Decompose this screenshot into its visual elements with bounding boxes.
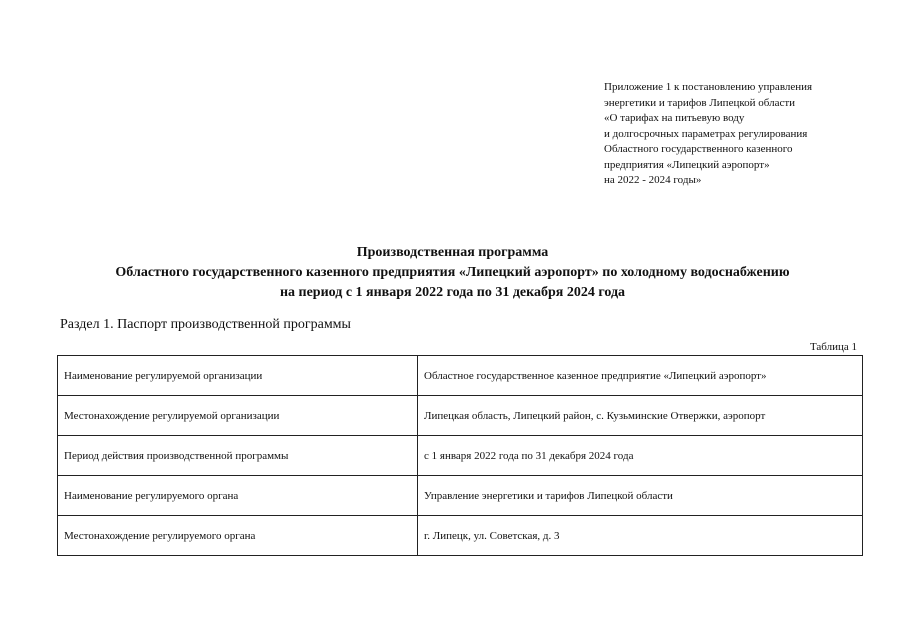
title-line-1: Производственная программа — [356, 245, 549, 260]
row-label: Местонахождение регулируемой организации — [58, 396, 418, 436]
appendix-line: предприятия «Липецкий аэропорт» — [604, 158, 770, 171]
row-label: Местонахождение регулируемого органа — [58, 516, 418, 556]
appendix-line: и долгосрочных параметрах регулирования — [604, 127, 808, 140]
row-value: Липецкая область, Липецкий район, с. Кузьминские Отвержки, аэропорт — [418, 396, 863, 436]
appendix-line: Приложение 1 к постановлению управления — [604, 81, 813, 93]
table-row — [58, 516, 863, 556]
row-value: Областное государственное казенное предприятие «Липецкий аэропорт» — [418, 356, 863, 396]
row-value: г. Липецк, ул. Советская, д. 3 — [418, 516, 863, 556]
row-label: Наименование регулируемой организации — [58, 356, 418, 396]
section-heading: Раздел 1. Паспорт производственной программы — [60, 317, 351, 332]
row-label: Период действия производственной программы — [58, 436, 418, 476]
row-value: Управление энергетики и тарифов Липецкой области — [418, 476, 863, 516]
title-line-3: на период с 1 января 2022 года по 31 декабря 2024 года — [279, 285, 626, 300]
title-line-2: Областного государственного казенного предприятия «Липецкий аэропорт» по холодному водоснабжению — [115, 265, 790, 280]
table-row — [58, 436, 863, 476]
appendix-line: Областного государственного казенного — [604, 143, 793, 155]
appendix-line: энергетики и тарифов Липецкой области — [604, 96, 796, 109]
table-caption: Таблица 1 — [809, 341, 857, 353]
table-row — [58, 396, 863, 436]
appendix-note — [604, 80, 894, 189]
appendix-line: «О тарифах на питьевую воду — [604, 112, 745, 124]
row-value: с 1 января 2022 года по 31 декабря 2024 года — [418, 436, 863, 476]
document-title — [0, 243, 905, 303]
table-row — [58, 356, 863, 396]
passport-table — [57, 355, 863, 556]
appendix-line: на 2022 - 2024 годы» — [604, 174, 702, 186]
table-row — [58, 476, 863, 516]
row-label: Наименование регулируемого органа — [58, 476, 418, 516]
